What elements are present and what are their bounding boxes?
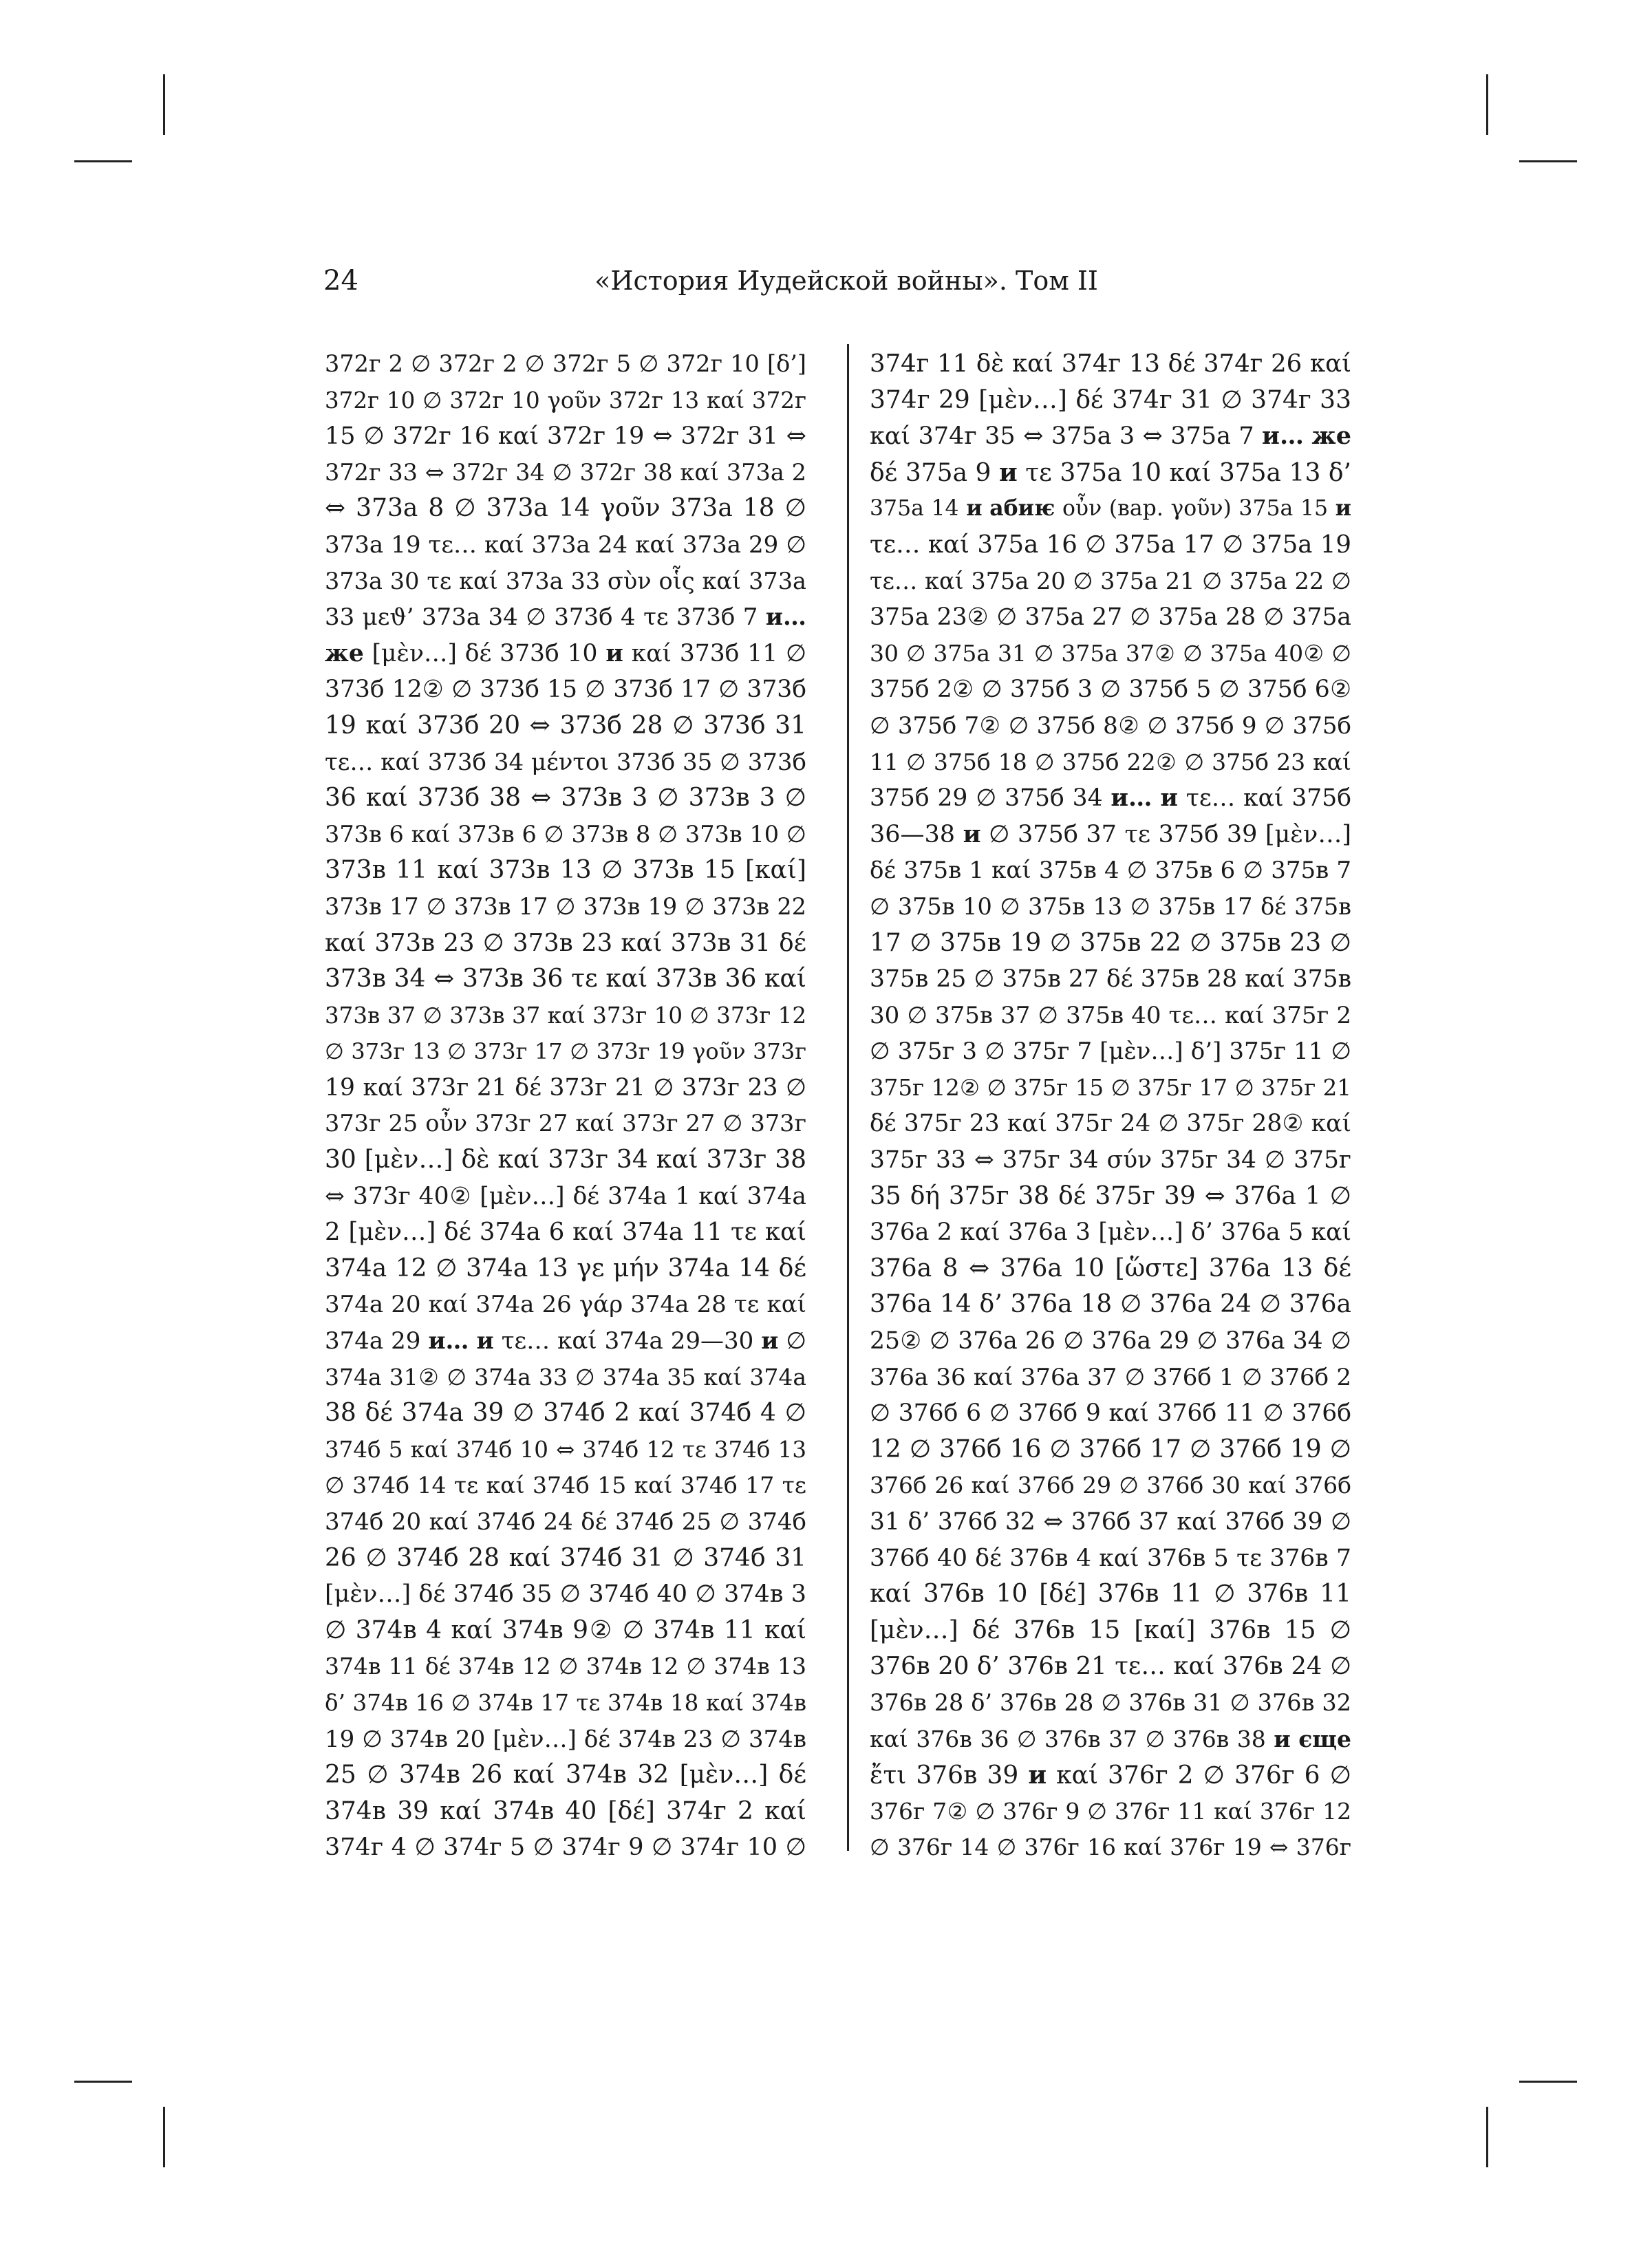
text-line: 30 [μὲν…] δὲ καί 373г 34 καί 373г 38 [325,1146,806,1174]
text-line: [μὲν…] δέ 376в 15 [καί] 376в 15 ∅ [870,1616,1351,1644]
text-line: 374г 4 ∅ 374г 5 ∅ 374г 9 ∅ 374г 10 ∅ [325,1834,806,1862]
text-line: 375а 23② ∅ 375а 27 ∅ 375а 28 ∅ 375а [870,603,1351,632]
text-line: ∅ 376б 6 ∅ 376б 9 καί 376б 11 ∅ 376б [870,1399,1351,1428]
text-line: 19 καί 373б 20 ⇔ 373б 28 ∅ 373б 31 [325,711,806,740]
text-line: ∅ 374б 14 τε καί 374б 15 καί 374б 17 τε [325,1472,806,1499]
text-line: ∅ 374в 4 καί 374в 9② ∅ 374в 11 καί [325,1616,806,1644]
text-column-left [325,346,806,1866]
text-line: ∅ 375в 10 ∅ 375в 13 ∅ 375в 17 δέ 375в [870,892,1351,920]
text-line: ⇔ 373а 8 ∅ 373а 14 γοῦν 373а 18 ∅ [325,494,806,523]
text-line: τε… καί 375а 20 ∅ 375а 21 ∅ 375а 22 ∅ [870,567,1351,594]
text-line: 374в 39 καί 374в 40 [δέ] 374г 2 καί [325,1796,806,1825]
text-line: καί 376в 10 [δέ] 376в 11 ∅ 376в 11 [870,1580,1351,1609]
text-line: 373б 12② ∅ 373б 15 ∅ 373б 17 ∅ 373б [325,676,806,704]
text-line: 376б 26 καί 376б 29 ∅ 376б 30 καί 376б [870,1472,1351,1499]
text-line: 19 καί 373г 21 δέ 373г 21 ∅ 373г 23 ∅ [325,1073,806,1102]
text-line: 25 ∅ 374в 26 καί 374в 32 [μὲν…] δέ [325,1761,806,1790]
text-line: 372г 33 ⇔ 372г 34 ∅ 372г 38 καί 373а 2 [325,458,806,486]
text-line: 375б 29 ∅ 375б 34 и… и τε… καί 375б [870,784,1351,813]
text-line: же [μὲν…] δέ 373б 10 и καί 373б 11 ∅ [325,639,806,667]
text-line: 25② ∅ 376а 26 ∅ 376а 29 ∅ 376а 34 ∅ [870,1327,1351,1355]
text-line: 15 ∅ 372г 16 καί 372г 19 ⇔ 372г 31 ⇔ [325,422,806,451]
text-line: 375б 2② ∅ 375б 3 ∅ 375б 5 ∅ 375б 6② [870,676,1351,704]
crop-mark-bottom-right-vertical [1486,2107,1488,2167]
text-line: 376а 14 δ’ 376а 18 ∅ 376а 24 ∅ 376а [870,1290,1351,1319]
text-line: 373в 6 καί 373в 6 ∅ 373в 8 ∅ 373в 10 ∅ [325,820,806,848]
text-line: 30 ∅ 375в 37 ∅ 375в 40 τε… καί 375г 2 [870,1001,1351,1029]
column-divider [847,344,849,1851]
text-line: 373в 37 ∅ 373в 37 καί 373г 10 ∅ 373г 12 [325,1002,806,1029]
text-line: 373в 17 ∅ 373в 17 ∅ 373в 19 ∅ 373в 22 [325,892,806,920]
page-number: 24 [323,265,358,297]
text-line: ∅ 373г 13 ∅ 373г 17 ∅ 373г 19 γοῦν 373г [325,1038,806,1065]
text-line: 31 δ’ 376б 32 ⇔ 376б 37 καί 376б 39 ∅ [870,1508,1351,1536]
text-line: 19 ∅ 374в 20 [μὲν…] δέ 374в 23 ∅ 374в [325,1725,806,1753]
text-column-right [870,346,1351,1866]
text-line: δέ 375в 1 καί 375в 4 ∅ 375в 6 ∅ 375в 7 [870,857,1351,885]
text-line: ἔτι 376в 39 и καί 376г 2 ∅ 376г 6 ∅ [870,1761,1351,1790]
text-line: 375г 12② ∅ 375г 15 ∅ 375г 17 ∅ 375г 21 [870,1074,1351,1101]
text-line: καί 373в 23 ∅ 373в 23 καί 373в 31 δέ [325,928,806,957]
text-line: 373в 11 καί 373в 13 ∅ 373в 15 [καί] [325,856,806,885]
text-line: δ’ 374в 16 ∅ 374в 17 τε 374в 18 καί 374в [325,1689,806,1716]
text-line: δέ 375а 9 и τε 375а 10 καί 375а 13 δ’ [870,458,1351,487]
text-line: 376г 7② ∅ 376г 9 ∅ 376г 11 καί 376г 12 [870,1797,1351,1825]
text-line: 376а 36 καί 376а 37 ∅ 376б 1 ∅ 376б 2 [870,1363,1351,1391]
crop-mark-bottom-left-horizontal [74,2081,132,2083]
text-line: ⇔ 373г 40② [μὲν…] δέ 374а 1 καί 374а [325,1182,806,1210]
text-line: 375г 33 ⇔ 375г 34 σύν 375г 34 ∅ 375г [870,1146,1351,1174]
text-line: 374б 5 καί 374б 10 ⇔ 374б 12 τε 374б 13 [325,1436,806,1463]
text-line: 373а 30 τε καί 373а 33 σὺν οἷς καί 373а [325,567,806,594]
crop-mark-top-right-vertical [1486,74,1488,135]
text-line: 26 ∅ 374б 28 καί 374б 31 ∅ 374б 31 [325,1543,806,1572]
text-line: 36—38 и ∅ 375б 37 τε 375б 39 [μὲν…] [870,819,1351,848]
text-line: ∅ 375б 7② ∅ 375б 8② ∅ 375б 9 ∅ 375б [870,711,1351,740]
crop-mark-top-left-vertical [163,74,165,135]
text-line: 376а 2 καί 376а 3 [μὲν…] δ’ 376а 5 καί [870,1219,1351,1247]
text-line: 12 ∅ 376б 16 ∅ 376б 17 ∅ 376б 19 ∅ [870,1435,1351,1463]
crop-mark-top-right-horizontal [1519,160,1577,162]
text-line: 376б 40 δέ 376в 4 καί 376в 5 τε 376в 7 [870,1544,1351,1572]
text-line: 30 ∅ 375а 31 ∅ 375а 37② ∅ 375а 40② ∅ [870,639,1351,667]
text-line: 375а 14 и абиѥ οὖν (вар. γοῦν) 375а 15 и [870,495,1351,522]
page-header [323,260,1369,301]
text-line: 376в 20 δ’ 376в 21 τε… καί 376в 24 ∅ [870,1652,1351,1681]
text-line: 374а 31② ∅ 374а 33 ∅ 374а 35 καί 374а [325,1363,806,1391]
text-line: 372г 2 ∅ 372г 2 ∅ 372г 5 ∅ 372г 10 [δ’] [325,350,806,377]
text-line: 373а 19 τε… καί 373а 24 καί 373а 29 ∅ [325,530,806,559]
text-line: 374г 11 δὲ καί 374г 13 δέ 374г 26 καί [870,350,1351,378]
text-line: 373в 34 ⇔ 373в 36 τε καί 373в 36 καί [325,965,806,994]
text-line: ∅ 375г 3 ∅ 375г 7 [μὲν…] δ’] 375г 11 ∅ [870,1038,1351,1066]
text-line: καί 376в 36 ∅ 376в 37 ∅ 376в 38 и єще [870,1725,1351,1752]
text-line: 17 ∅ 375в 19 ∅ 375в 22 ∅ 375в 23 ∅ [870,928,1351,957]
text-line: 376в 28 δ’ 376в 28 ∅ 376в 31 ∅ 376в 32 [870,1688,1351,1716]
text-line: 374а 12 ∅ 374а 13 γε μήν 374а 14 δέ [325,1254,806,1283]
text-line: 373г 25 οὖν 373г 27 καί 373г 27 ∅ 373г [325,1110,806,1137]
text-line: δέ 375г 23 καί 375г 24 ∅ 375г 28② καί [870,1110,1351,1138]
text-line: ∅ 376г 14 ∅ 376г 16 καί 376г 19 ⇔ 376г [870,1834,1351,1861]
text-line: 11 ∅ 375б 18 ∅ 375б 22② ∅ 375б 23 καί [870,748,1351,775]
text-line: καί 374г 35 ⇔ 375а 3 ⇔ 375а 7 и… же [870,422,1351,451]
crop-mark-top-left-horizontal [74,160,132,162]
text-line: 38 δέ 374а 39 ∅ 374б 2 καί 374б 4 ∅ [325,1399,806,1428]
text-line: 374в 11 δέ 374в 12 ∅ 374в 12 ∅ 374в 13 [325,1653,806,1680]
text-line: 374а 20 καί 374а 26 γάρ 374а 28 τε καί [325,1291,806,1319]
text-line: τε… καί 375а 16 ∅ 375а 17 ∅ 375а 19 [870,530,1351,559]
text-line: τε… καί 373б 34 μέντοι 373б 35 ∅ 373б [325,748,806,776]
crop-mark-bottom-right-horizontal [1519,2081,1577,2083]
running-title: «История Иудейской войны». Том II [594,266,1098,296]
text-line: 33 μεϑ’ 373а 34 ∅ 373б 4 τε 373б 7 и… [325,603,806,632]
text-line: 375в 25 ∅ 375в 27 δέ 375в 28 καί 375в [870,965,1351,994]
text-line: 376а 8 ⇔ 376а 10 [ὥστε] 376а 13 δέ [870,1254,1351,1283]
text-line: 372г 10 ∅ 372г 10 γοῦν 372г 13 καί 372г [325,387,806,414]
text-line: 374а 29 и… и τε… καί 374а 29—30 и ∅ [325,1327,806,1355]
crop-mark-bottom-left-vertical [163,2107,165,2167]
text-line: 36 καί 373б 38 ⇔ 373в 3 ∅ 373в 3 ∅ [325,784,806,813]
text-line: 2 [μὲν…] δέ 374а 6 καί 374а 11 τε καί [325,1218,806,1247]
text-line: 35 δή 375г 38 δέ 375г 39 ⇔ 376а 1 ∅ [870,1181,1351,1210]
text-line: 374г 29 [μὲν…] δέ 374г 31 ∅ 374г 33 [870,385,1351,414]
text-line: 374б 20 καί 374б 24 δέ 374б 25 ∅ 374б [325,1508,806,1536]
text-line: [μὲν…] δέ 374б 35 ∅ 374б 40 ∅ 374в 3 [325,1580,806,1609]
